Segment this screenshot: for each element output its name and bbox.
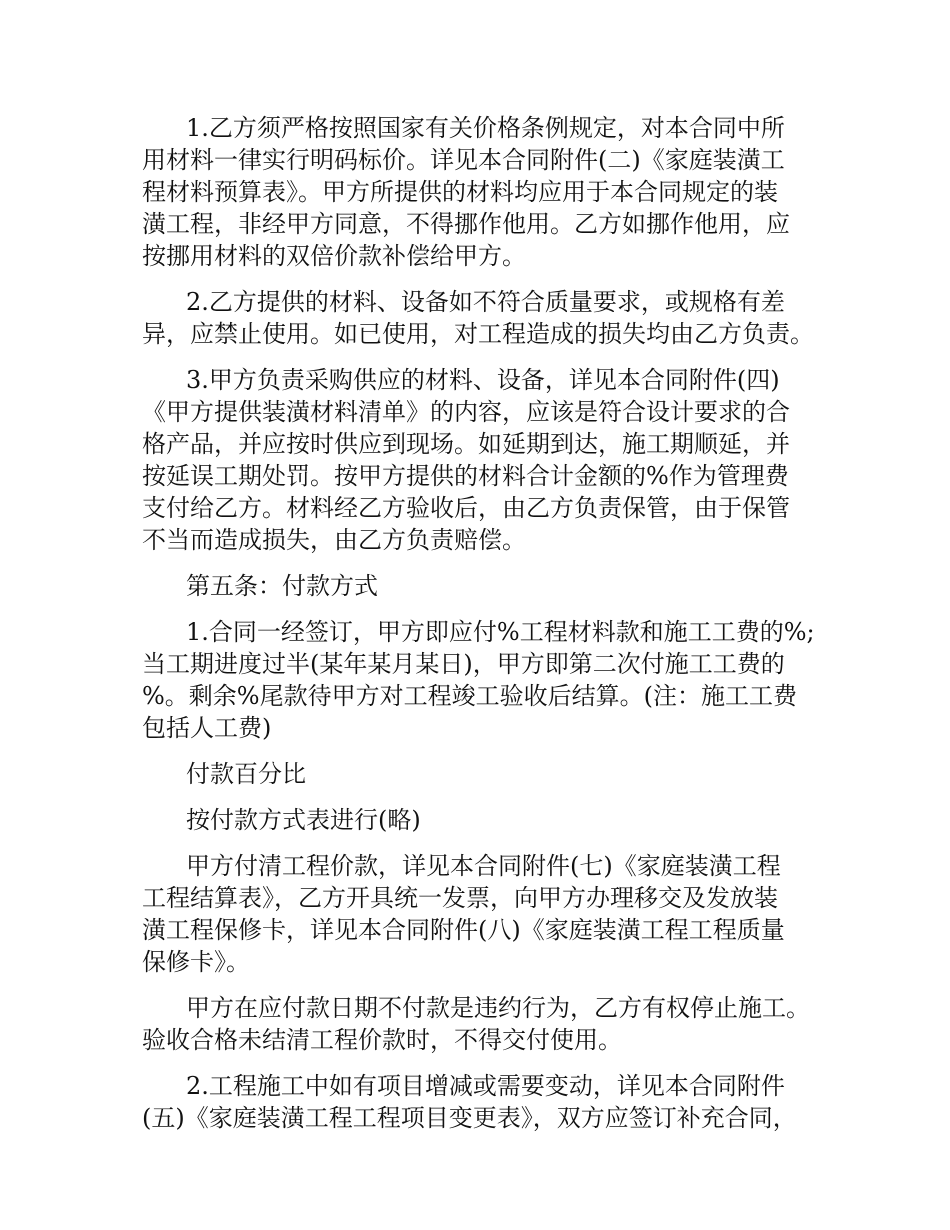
text-line: 1.乙方须严格按照国家有关价格条例规定，对本合同中所	[186, 114, 785, 142]
text-line: 2.工程施工中如有项目增减或需要变动，详见本合同附件	[186, 1072, 785, 1100]
text-line: 第五条：付款方式	[186, 572, 378, 600]
paragraph-payment-schedule	[142, 616, 842, 744]
text-line: 格产品，并应按时供应到现场。如延期到达，施工期顺延，并	[142, 430, 790, 458]
text-line: 包括人工费)	[142, 714, 272, 742]
text-line: 工程结算表》，乙方开具统一发票，向甲方办理移交及发放装	[142, 884, 778, 912]
text-line: 付款百分比	[186, 760, 306, 788]
paragraph-project-changes	[142, 1070, 842, 1134]
text-line: (五)《家庭装潢工程工程项目变更表》，双方应签订补充合同，	[142, 1104, 797, 1132]
text-line: 不当而造成损失，由乙方负责赔偿。	[142, 526, 526, 554]
paragraph-late-payment	[142, 992, 842, 1056]
text-line: 3.甲方负责采购供应的材料、设备，详见本合同附件(四)	[186, 366, 780, 394]
text-line: 程材料预算表》。甲方所提供的材料均应用于本合同规定的装	[142, 178, 778, 206]
text-line: 1.合同一经签订，甲方即应付%工程材料款和施工工费的%;	[186, 618, 815, 646]
text-line: 甲方在应付款日期不付款是违约行为，乙方有权停止施工。	[186, 994, 810, 1022]
paragraph-material-quality	[142, 286, 842, 350]
text-line: 支付给乙方。材料经乙方验收后，由乙方负责保管，由于保管	[142, 494, 790, 522]
text-line: 用材料一律实行明码标价。详见本合同附件(二)《家庭装潢工	[142, 146, 785, 174]
paragraph-payment-table-note	[142, 804, 842, 836]
paragraph-party-a-supply	[142, 364, 842, 556]
paragraph-final-settlement	[142, 850, 842, 978]
text-line: 按付款方式表进行(略)	[186, 806, 421, 834]
text-line: 潢工程，非经甲方同意，不得挪作他用。乙方如挪作他用，应	[142, 210, 790, 238]
text-line: 潢工程保修卡，详见本合同附件(八)《家庭装潢工程工程质量	[142, 916, 785, 944]
text-line: 按挪用材料的双倍价款补偿给甲方。	[142, 242, 526, 270]
paragraph-payment-percentage	[142, 758, 842, 790]
text-line: %。剩余%尾款待甲方对工程竣工验收后结算。(注：施工工费	[142, 682, 797, 710]
text-line: 《甲方提供装潢材料清单》的内容，应该是符合设计要求的合	[142, 398, 790, 426]
text-line: 验收合格未结清工程价款时，不得交付使用。	[142, 1026, 622, 1054]
text-line: 当工期进度过半(某年某月某日)，甲方即第二次付施工工费的	[142, 650, 785, 678]
text-line: 甲方付清工程价款，详见本合同附件(七)《家庭装潢工程	[186, 852, 781, 880]
paragraph-material-pricing	[142, 112, 842, 272]
text-line: 异，应禁止使用。如已使用，对工程造成的损失均由乙方负责。	[142, 320, 814, 348]
document-body	[142, 112, 842, 1148]
text-line: 按延误工期处罚。按甲方提供的材料合计金额的%作为管理费	[142, 462, 789, 490]
section-heading-payment-method	[142, 570, 842, 602]
text-line: 保修卡》。	[142, 948, 250, 976]
text-line: 2.乙方提供的材料、设备如不符合质量要求，或规格有差	[186, 288, 785, 316]
